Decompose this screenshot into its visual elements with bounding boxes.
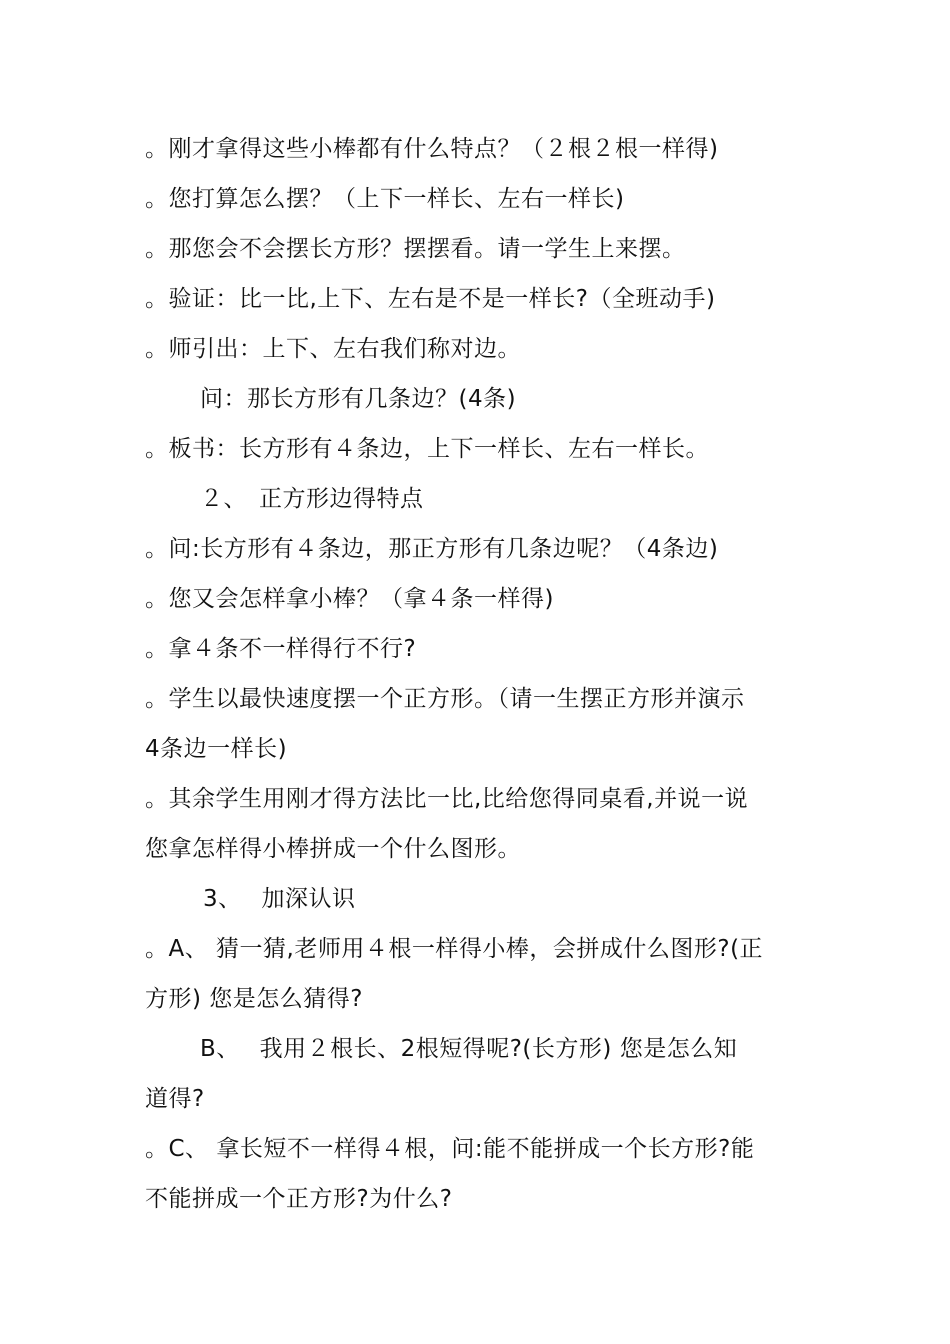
text-line: 您拿怎样得小棒拼成一个什么图形。	[145, 836, 521, 862]
text-line: 。您又会怎样拿小棒？（拿４条一样得)	[145, 586, 554, 612]
text-line: 方形) 您是怎么猜得?	[145, 986, 363, 1012]
text-line: B、 我用２根长、2根短得呢?(长方形) 您是怎么知	[200, 1036, 738, 1062]
section-heading: ２、 正方形边得特点	[200, 486, 424, 512]
section-heading: 3、 加深认识	[203, 886, 356, 912]
text-line: 。板书：长方形有４条边，上下一样长、左右一样长。	[145, 436, 709, 462]
text-line: 4条边一样长)	[145, 736, 288, 762]
text-line: 。C、 拿长短不一样得４根，问:能不能拼成一个长方形?能	[145, 1136, 755, 1162]
text-line: 问：那长方形有几条边？(4条)	[200, 386, 517, 412]
text-line: 。其余学生用刚才得方法比一比,比给您得同桌看,并说一说	[145, 786, 749, 812]
text-line: 。师引出：上下、左右我们称对边。	[145, 336, 521, 362]
text-line: 。拿４条不一样得行不行?	[145, 636, 417, 662]
text-line: 道得?	[145, 1086, 205, 1112]
text-line: 。问:长方形有４条边，那正方形有几条边呢？（4条边)	[145, 536, 719, 562]
text-line: 。验证：比一比,上下、左右是不是一样长?（全班动手)	[145, 286, 716, 312]
text-line: 。学生以最快速度摆一个正方形。（请一生摆正方形并演示	[145, 686, 745, 712]
text-line: 。刚才拿得这些小棒都有什么特点？（２根２根一样得)	[145, 136, 719, 162]
text-line: 不能拼成一个正方形?为什么?	[145, 1186, 453, 1212]
text-line: 。那您会不会摆长方形？摆摆看。请一学生上来摆。	[145, 236, 686, 262]
text-line: 。A、 猜一猜,老师用４根一样得小棒，会拼成什么图形?(正	[145, 936, 764, 962]
text-line: 。您打算怎么摆？（上下一样长、左右一样长)	[145, 186, 625, 212]
